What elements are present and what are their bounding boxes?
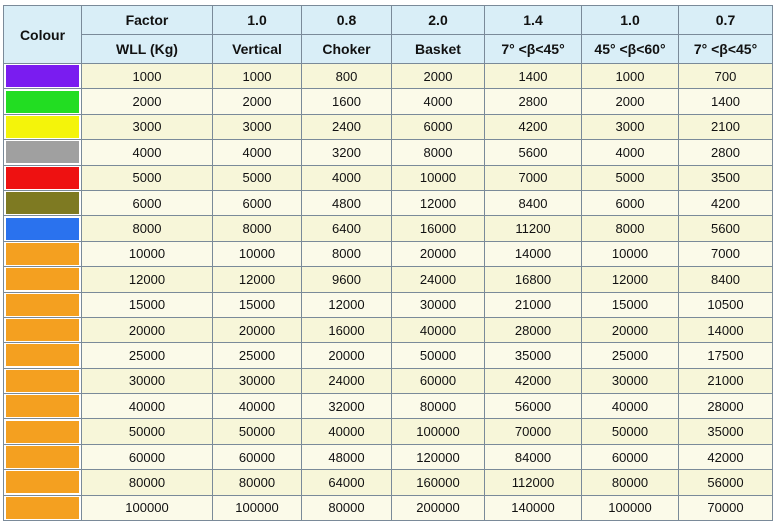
load-cell: 4000 — [302, 165, 392, 190]
wll-header: WLL (Kg) — [82, 35, 213, 64]
load-cell: 40000 — [582, 394, 679, 419]
load-cell: 9600 — [302, 267, 392, 292]
load-cell: 3000 — [213, 114, 302, 139]
load-cell: 2000 — [392, 64, 485, 89]
table-row — [4, 216, 773, 241]
load-cell: 10000 — [213, 241, 302, 266]
load-cell: 21000 — [485, 292, 582, 317]
factor-cell: 2.0 — [392, 6, 485, 35]
load-cell: 8000 — [302, 241, 392, 266]
factor-cell: 1.0 — [582, 6, 679, 35]
wll-cell: 40000 — [82, 394, 213, 419]
factor-cell: 1.0 — [213, 6, 302, 35]
load-cell: 28000 — [679, 394, 773, 419]
load-cell: 5000 — [582, 165, 679, 190]
factor-row — [4, 6, 773, 35]
colour-swatch — [6, 344, 79, 366]
table-row — [4, 343, 773, 368]
load-cell: 112000 — [485, 470, 582, 495]
table-body — [4, 64, 773, 521]
load-cell: 40000 — [213, 394, 302, 419]
load-cell: 3000 — [582, 114, 679, 139]
load-cell: 84000 — [485, 444, 582, 469]
table-row — [4, 444, 773, 469]
load-cell: 1600 — [302, 89, 392, 114]
method-header: Vertical — [213, 35, 302, 64]
load-cell: 160000 — [392, 470, 485, 495]
colour-swatch — [6, 192, 79, 214]
method-row — [4, 35, 773, 64]
method-header: Basket — [392, 35, 485, 64]
load-cell: 50000 — [213, 419, 302, 444]
table-row — [4, 64, 773, 89]
load-cell: 50000 — [582, 419, 679, 444]
load-cell: 5600 — [679, 216, 773, 241]
wll-cell: 1000 — [82, 64, 213, 89]
colour-swatch-cell — [4, 419, 82, 444]
colour-swatch — [6, 167, 79, 189]
load-cell: 16000 — [302, 317, 392, 342]
colour-swatch-cell — [4, 114, 82, 139]
wll-table-wrapper — [3, 5, 773, 521]
table-row — [4, 495, 773, 520]
load-cell: 16800 — [485, 267, 582, 292]
load-cell: 12000 — [213, 267, 302, 292]
method-header: 7° <β<45° — [485, 35, 582, 64]
colour-swatch-cell — [4, 216, 82, 241]
load-cell: 30000 — [392, 292, 485, 317]
load-cell: 100000 — [582, 495, 679, 520]
load-cell: 3500 — [679, 165, 773, 190]
load-cell: 80000 — [302, 495, 392, 520]
wll-cell: 15000 — [82, 292, 213, 317]
colour-header: Colour — [4, 6, 82, 64]
load-cell: 2000 — [213, 89, 302, 114]
colour-swatch-cell — [4, 368, 82, 393]
load-cell: 56000 — [485, 394, 582, 419]
wll-cell: 25000 — [82, 343, 213, 368]
factor-cell: 0.7 — [679, 6, 773, 35]
load-cell: 40000 — [302, 419, 392, 444]
load-cell: 32000 — [302, 394, 392, 419]
table-row — [4, 140, 773, 165]
colour-swatch-cell — [4, 89, 82, 114]
load-cell: 12000 — [392, 190, 485, 215]
colour-swatch — [6, 446, 79, 468]
colour-swatch-cell — [4, 470, 82, 495]
load-cell: 6000 — [582, 190, 679, 215]
factor-cell: 0.8 — [302, 6, 392, 35]
load-cell: 16000 — [392, 216, 485, 241]
load-cell: 35000 — [485, 343, 582, 368]
colour-swatch — [6, 471, 79, 493]
load-cell: 42000 — [679, 444, 773, 469]
colour-swatch-cell — [4, 394, 82, 419]
load-cell: 14000 — [485, 241, 582, 266]
wll-cell: 60000 — [82, 444, 213, 469]
load-cell: 1000 — [213, 64, 302, 89]
table-row — [4, 89, 773, 114]
colour-swatch — [6, 141, 79, 163]
table-row — [4, 190, 773, 215]
load-cell: 140000 — [485, 495, 582, 520]
colour-swatch — [6, 421, 79, 443]
load-cell: 6000 — [392, 114, 485, 139]
load-cell: 7000 — [485, 165, 582, 190]
table-row — [4, 165, 773, 190]
wll-cell: 100000 — [82, 495, 213, 520]
table-row — [4, 241, 773, 266]
wll-cell: 6000 — [82, 190, 213, 215]
load-cell: 21000 — [679, 368, 773, 393]
load-cell: 24000 — [302, 368, 392, 393]
colour-swatch — [6, 243, 79, 265]
load-cell: 6000 — [213, 190, 302, 215]
load-cell: 120000 — [392, 444, 485, 469]
load-cell: 30000 — [582, 368, 679, 393]
load-cell: 17500 — [679, 343, 773, 368]
load-cell: 15000 — [582, 292, 679, 317]
wll-cell: 80000 — [82, 470, 213, 495]
load-cell: 25000 — [582, 343, 679, 368]
load-cell: 80000 — [213, 470, 302, 495]
colour-swatch — [6, 497, 79, 519]
load-cell: 70000 — [485, 419, 582, 444]
wll-cell: 8000 — [82, 216, 213, 241]
colour-swatch-cell — [4, 165, 82, 190]
load-cell: 20000 — [582, 317, 679, 342]
load-cell: 2100 — [679, 114, 773, 139]
table-row — [4, 394, 773, 419]
load-cell: 11200 — [485, 216, 582, 241]
load-cell: 60000 — [213, 444, 302, 469]
wll-cell: 3000 — [82, 114, 213, 139]
load-cell: 1000 — [582, 64, 679, 89]
wll-cell: 20000 — [82, 317, 213, 342]
load-cell: 20000 — [302, 343, 392, 368]
load-cell: 80000 — [392, 394, 485, 419]
load-cell: 4200 — [679, 190, 773, 215]
colour-swatch-cell — [4, 64, 82, 89]
load-cell: 60000 — [392, 368, 485, 393]
load-cell: 10000 — [582, 241, 679, 266]
load-cell: 10500 — [679, 292, 773, 317]
colour-swatch-cell — [4, 241, 82, 266]
wll-cell: 12000 — [82, 267, 213, 292]
table-row — [4, 114, 773, 139]
load-cell: 700 — [679, 64, 773, 89]
load-cell: 64000 — [302, 470, 392, 495]
load-cell: 48000 — [302, 444, 392, 469]
load-cell: 800 — [302, 64, 392, 89]
table-row — [4, 419, 773, 444]
colour-swatch — [6, 65, 79, 87]
load-cell: 42000 — [485, 368, 582, 393]
wll-cell: 30000 — [82, 368, 213, 393]
load-cell: 5000 — [213, 165, 302, 190]
load-cell: 70000 — [679, 495, 773, 520]
wll-cell: 50000 — [82, 419, 213, 444]
load-cell: 100000 — [213, 495, 302, 520]
colour-swatch — [6, 370, 79, 392]
load-cell: 4000 — [392, 89, 485, 114]
colour-swatch — [6, 319, 79, 341]
load-cell: 30000 — [213, 368, 302, 393]
load-cell: 28000 — [485, 317, 582, 342]
load-cell: 40000 — [392, 317, 485, 342]
factor-cell: 1.4 — [485, 6, 582, 35]
load-cell: 35000 — [679, 419, 773, 444]
load-cell: 200000 — [392, 495, 485, 520]
colour-swatch-cell — [4, 444, 82, 469]
colour-swatch-cell — [4, 292, 82, 317]
wll-cell: 2000 — [82, 89, 213, 114]
load-cell: 14000 — [679, 317, 773, 342]
wll-cell: 4000 — [82, 140, 213, 165]
colour-swatch — [6, 218, 79, 240]
load-cell: 100000 — [392, 419, 485, 444]
table-row — [4, 470, 773, 495]
load-cell: 4000 — [213, 140, 302, 165]
load-cell: 2800 — [679, 140, 773, 165]
wll-cell: 10000 — [82, 241, 213, 266]
colour-swatch — [6, 268, 79, 290]
load-cell: 3200 — [302, 140, 392, 165]
method-header: 7° <β<45° — [679, 35, 773, 64]
factor-header: Factor — [82, 6, 213, 35]
load-cell: 7000 — [679, 241, 773, 266]
colour-swatch-cell — [4, 267, 82, 292]
load-cell: 12000 — [582, 267, 679, 292]
load-cell: 12000 — [302, 292, 392, 317]
table-row — [4, 267, 773, 292]
colour-swatch-cell — [4, 343, 82, 368]
colour-swatch-cell — [4, 495, 82, 520]
wll-colour-table — [3, 5, 773, 521]
load-cell: 4200 — [485, 114, 582, 139]
table-row — [4, 368, 773, 393]
colour-swatch — [6, 116, 79, 138]
wll-cell: 5000 — [82, 165, 213, 190]
load-cell: 8000 — [213, 216, 302, 241]
load-cell: 4000 — [582, 140, 679, 165]
load-cell: 8000 — [392, 140, 485, 165]
colour-swatch — [6, 395, 79, 417]
load-cell: 2800 — [485, 89, 582, 114]
load-cell: 2000 — [582, 89, 679, 114]
load-cell: 2400 — [302, 114, 392, 139]
load-cell: 10000 — [392, 165, 485, 190]
load-cell: 20000 — [213, 317, 302, 342]
colour-swatch-cell — [4, 190, 82, 215]
load-cell: 15000 — [213, 292, 302, 317]
colour-swatch-cell — [4, 317, 82, 342]
load-cell: 56000 — [679, 470, 773, 495]
load-cell: 4800 — [302, 190, 392, 215]
load-cell: 80000 — [582, 470, 679, 495]
load-cell: 50000 — [392, 343, 485, 368]
colour-swatch-cell — [4, 140, 82, 165]
load-cell: 8000 — [582, 216, 679, 241]
colour-swatch — [6, 294, 79, 316]
method-header: 45° <β<60° — [582, 35, 679, 64]
load-cell: 20000 — [392, 241, 485, 266]
load-cell: 25000 — [213, 343, 302, 368]
load-cell: 5600 — [485, 140, 582, 165]
colour-swatch — [6, 91, 79, 113]
load-cell: 8400 — [679, 267, 773, 292]
load-cell: 1400 — [485, 64, 582, 89]
table-row — [4, 292, 773, 317]
load-cell: 24000 — [392, 267, 485, 292]
load-cell: 1400 — [679, 89, 773, 114]
method-header: Choker — [302, 35, 392, 64]
table-row — [4, 317, 773, 342]
load-cell: 8400 — [485, 190, 582, 215]
load-cell: 6400 — [302, 216, 392, 241]
load-cell: 60000 — [582, 444, 679, 469]
